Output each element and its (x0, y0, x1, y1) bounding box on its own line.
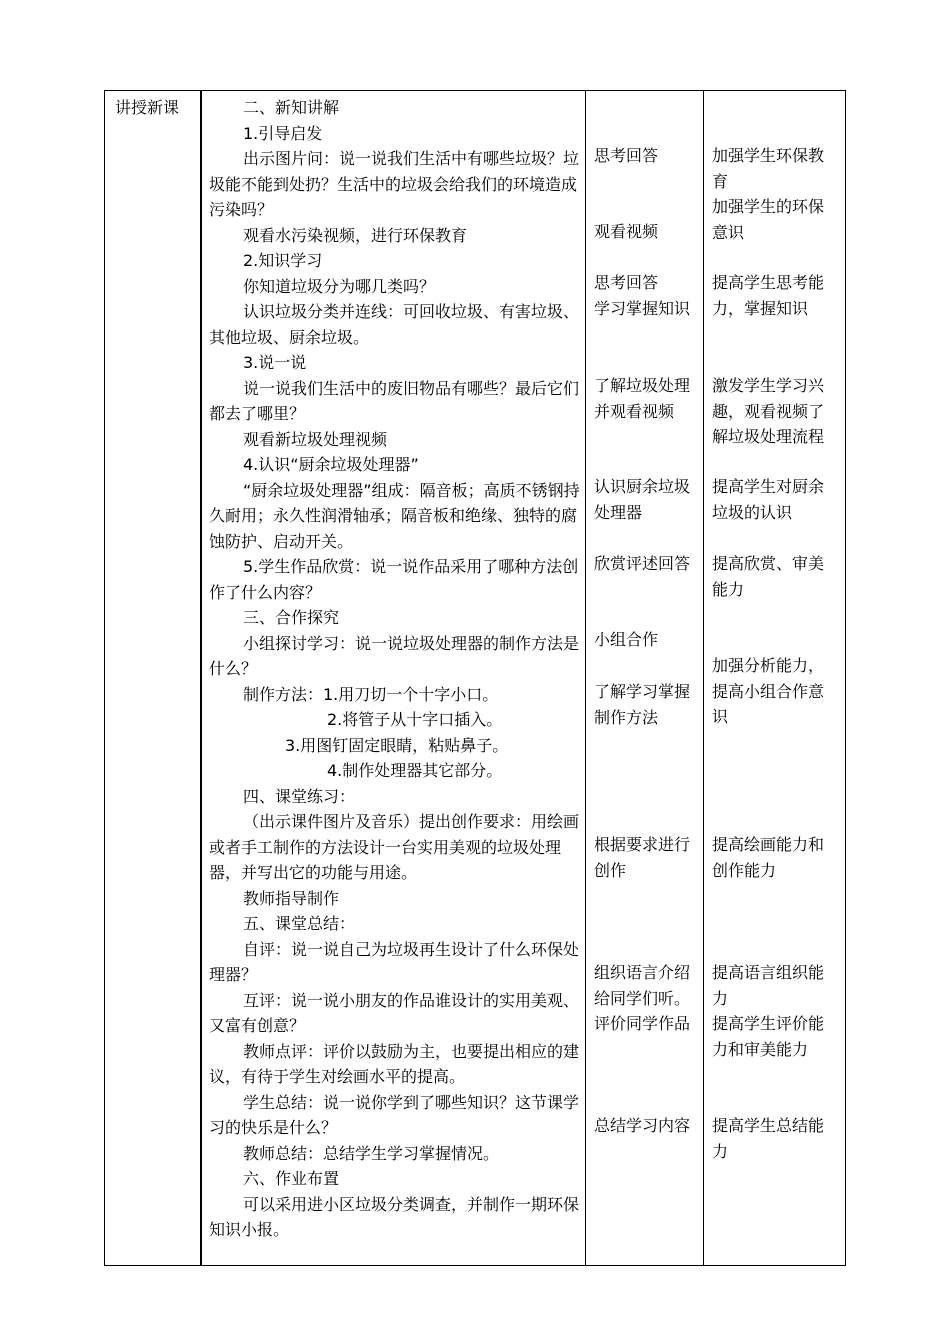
teacher-activities (209, 95, 581, 1243)
student-activity-line: 组织语言介绍 (594, 963, 691, 982)
teacher-paragraph: 教师指导制作 (243, 888, 340, 908)
student-activity-line: 小组合作 (594, 630, 659, 649)
design-intent-item-line: 育 (712, 171, 729, 191)
column-divider (585, 91, 586, 1265)
teacher-paragraph: 4.制作处理器其它部分。 (327, 761, 503, 780)
design-intent-item-line: 力和审美能力 (712, 1039, 809, 1059)
student-activity-line: 根据要求进行 (594, 835, 691, 854)
student-activity (594, 219, 658, 245)
teacher-paragraph: 3.说一说 (243, 353, 307, 372)
design-intent-item-line: 提高学生评价能 (712, 1014, 825, 1033)
student-activity-line: 思考回答 (594, 146, 659, 165)
design-intent-item-line: 识 (712, 707, 729, 726)
teacher-paragraph: 出示图片问：说一说我们生活中有哪些垃圾？垃圾能不能到处扔？生活中的垃圾会给我们的环境造成污染吗？ (209, 149, 580, 219)
design-intent-item-line: 加强学生的环保 (712, 197, 825, 216)
design-intent-item-line: 提高语言组织能 (712, 963, 825, 982)
teacher-paragraph: 4.认识“厨余垃圾处理器” (243, 455, 419, 474)
student-activity (594, 627, 658, 653)
teacher-paragraph: 自评：说一说自己为垃圾再生设计了什么环保处理器？ (209, 939, 580, 984)
design-intent-item (712, 832, 824, 883)
stage-label: 讲授新课 (115, 98, 180, 117)
student-activity-line: 了解垃圾处理 (594, 376, 691, 395)
teacher-paragraph: 2.将管子从十字口插入。 (327, 710, 503, 729)
teacher-paragraph: 你知道垃圾分为哪几类吗？ (243, 276, 436, 296)
student-activity (594, 832, 690, 883)
teacher-paragraph: 观看水污染视频，进行环保教育 (243, 225, 468, 245)
teacher-paragraph: 教师总结：总结学生学习掌握情况。 (243, 1143, 500, 1163)
design-intent-item-line: 意识 (712, 222, 745, 242)
teacher-paragraph: 说一说我们生活中的废旧物品有哪些？最后它们都去了哪里？ (209, 378, 580, 423)
design-intent-item-line: 垃圾的认识 (712, 502, 793, 522)
student-activity-line: 认识厨余垃圾 (594, 477, 691, 496)
student-activity (594, 960, 690, 1037)
teacher-paragraph: 可以采用进小区垃圾分类调查，并制作一期环保知识小报。 (209, 1194, 580, 1239)
teacher-paragraph: 3.用图钉固定眼睛，粘贴鼻子。 (285, 735, 509, 755)
design-intent-item-line: 加强分析能力， (712, 656, 825, 675)
teacher-paragraph: 1.引导启发 (243, 123, 323, 143)
teacher-paragraph: 五、课堂总结： (243, 914, 356, 933)
design-intent-item (712, 270, 824, 321)
teacher-paragraph: 2.知识学习 (243, 251, 323, 270)
student-activity-line: 创作 (594, 860, 627, 880)
design-intent-item-line: 提高绘画能力和 (712, 835, 825, 854)
design-intent-item (712, 474, 824, 525)
design-intent-item-line: 能力 (712, 579, 745, 599)
student-activity-line: 制作方法 (594, 707, 659, 727)
student-activity-line: 总结学习内容 (594, 1116, 691, 1135)
design-intent-item-line: 提高小组合作意 (712, 681, 825, 701)
lesson-table (104, 90, 846, 1266)
teacher-paragraph: （出示课件图片及音乐）提出创作要求：用绘画或者手工制作的方法设计一台实用美观的垃圾处理器，并写出它的功能与用途。 (209, 812, 580, 882)
student-activity (594, 270, 690, 321)
design-intent-item-line: 趣，观看视频了 (712, 401, 825, 421)
teacher-paragraph: 小组探讨学习：说一说垃圾处理器的制作方法是什么？ (209, 633, 580, 678)
student-activity-line: 观看视频 (594, 222, 659, 241)
student-activity (594, 474, 690, 525)
teacher-paragraph: 互评：说一说小朋友的作品谁设计的实用美观、又富有创意？ (209, 990, 580, 1035)
design-intent-item-line: 力 (712, 988, 729, 1008)
student-activity-line: 评价同学作品 (594, 1014, 691, 1033)
student-activity (594, 1113, 690, 1139)
student-activity-line: 处理器 (594, 502, 643, 522)
design-intent-item (712, 373, 824, 450)
student-activity-line: 学习掌握知识 (594, 298, 691, 318)
design-intent-item-line: 提高欣赏、审美 (712, 554, 825, 573)
design-intent-item-line: 创作能力 (712, 860, 777, 880)
design-intent-item (712, 960, 824, 1062)
student-activity-line: 了解学习掌握 (594, 682, 691, 701)
design-intent-item (712, 653, 824, 730)
student-activity (594, 373, 690, 424)
teacher-paragraph: 三、合作探究 (243, 608, 340, 627)
design-intent-item-line: 力，掌握知识 (712, 298, 809, 318)
student-activity (594, 143, 658, 169)
column-divider (201, 91, 202, 1265)
teacher-paragraph: 观看新垃圾处理视频 (243, 429, 388, 449)
design-intent-item (712, 1113, 824, 1164)
teacher-paragraph: “厨余垃圾处理器”组成：隔音板；高质不锈钢持久耐用；永久性润滑轴承；隔音板和绝缘、独特的腐蚀防护、启动开关。 (209, 480, 580, 551)
teacher-paragraph: 认识垃圾分类并连线：可回收垃圾、有害垃圾、其他垃圾、厨余垃圾。 (209, 302, 580, 347)
teacher-paragraph: 教师点评：评价以鼓励为主，也要提出相应的建议，有待于学生对绘画水平的提高。 (209, 1041, 580, 1086)
teacher-paragraph: 制作方法：1.用刀切一个十字小口。 (243, 684, 499, 704)
teacher-paragraph: 六、作业布置 (243, 1169, 340, 1188)
design-intent-item (712, 143, 824, 245)
teacher-paragraph: 二、新知讲解 (243, 98, 340, 117)
design-intent-item (712, 551, 824, 602)
design-intent-item-line: 力 (712, 1141, 729, 1161)
student-activity (594, 551, 690, 577)
design-intent-item-line: 提高学生对厨余 (712, 477, 825, 496)
student-activity (594, 679, 690, 730)
student-activity-line: 给同学们听。 (594, 988, 691, 1008)
teacher-paragraph: 学生总结：说一说你学到了哪些知识？这节课学习的快乐是什么？ (209, 1092, 580, 1137)
student-activity-line: 并观看视频 (594, 401, 675, 421)
design-intent-item-line: 解垃圾处理流程 (712, 427, 825, 446)
column-divider (703, 91, 704, 1265)
teacher-paragraph: 5.学生作品欣赏：说一说作品采用了哪种方法创作了什么内容？ (209, 557, 579, 602)
student-activity-line: 欣赏评述回答 (594, 554, 691, 573)
teacher-paragraph: 四、课堂练习： (243, 786, 356, 806)
design-intent-item-line: 提高学生总结能 (712, 1116, 825, 1135)
student-activity-line: 思考回答 (594, 273, 659, 292)
design-intent-item-line: 激发学生学习兴 (712, 376, 825, 395)
design-intent-item-line: 加强学生环保教 (712, 146, 825, 165)
design-intent-item-line: 提高学生思考能 (712, 273, 825, 292)
